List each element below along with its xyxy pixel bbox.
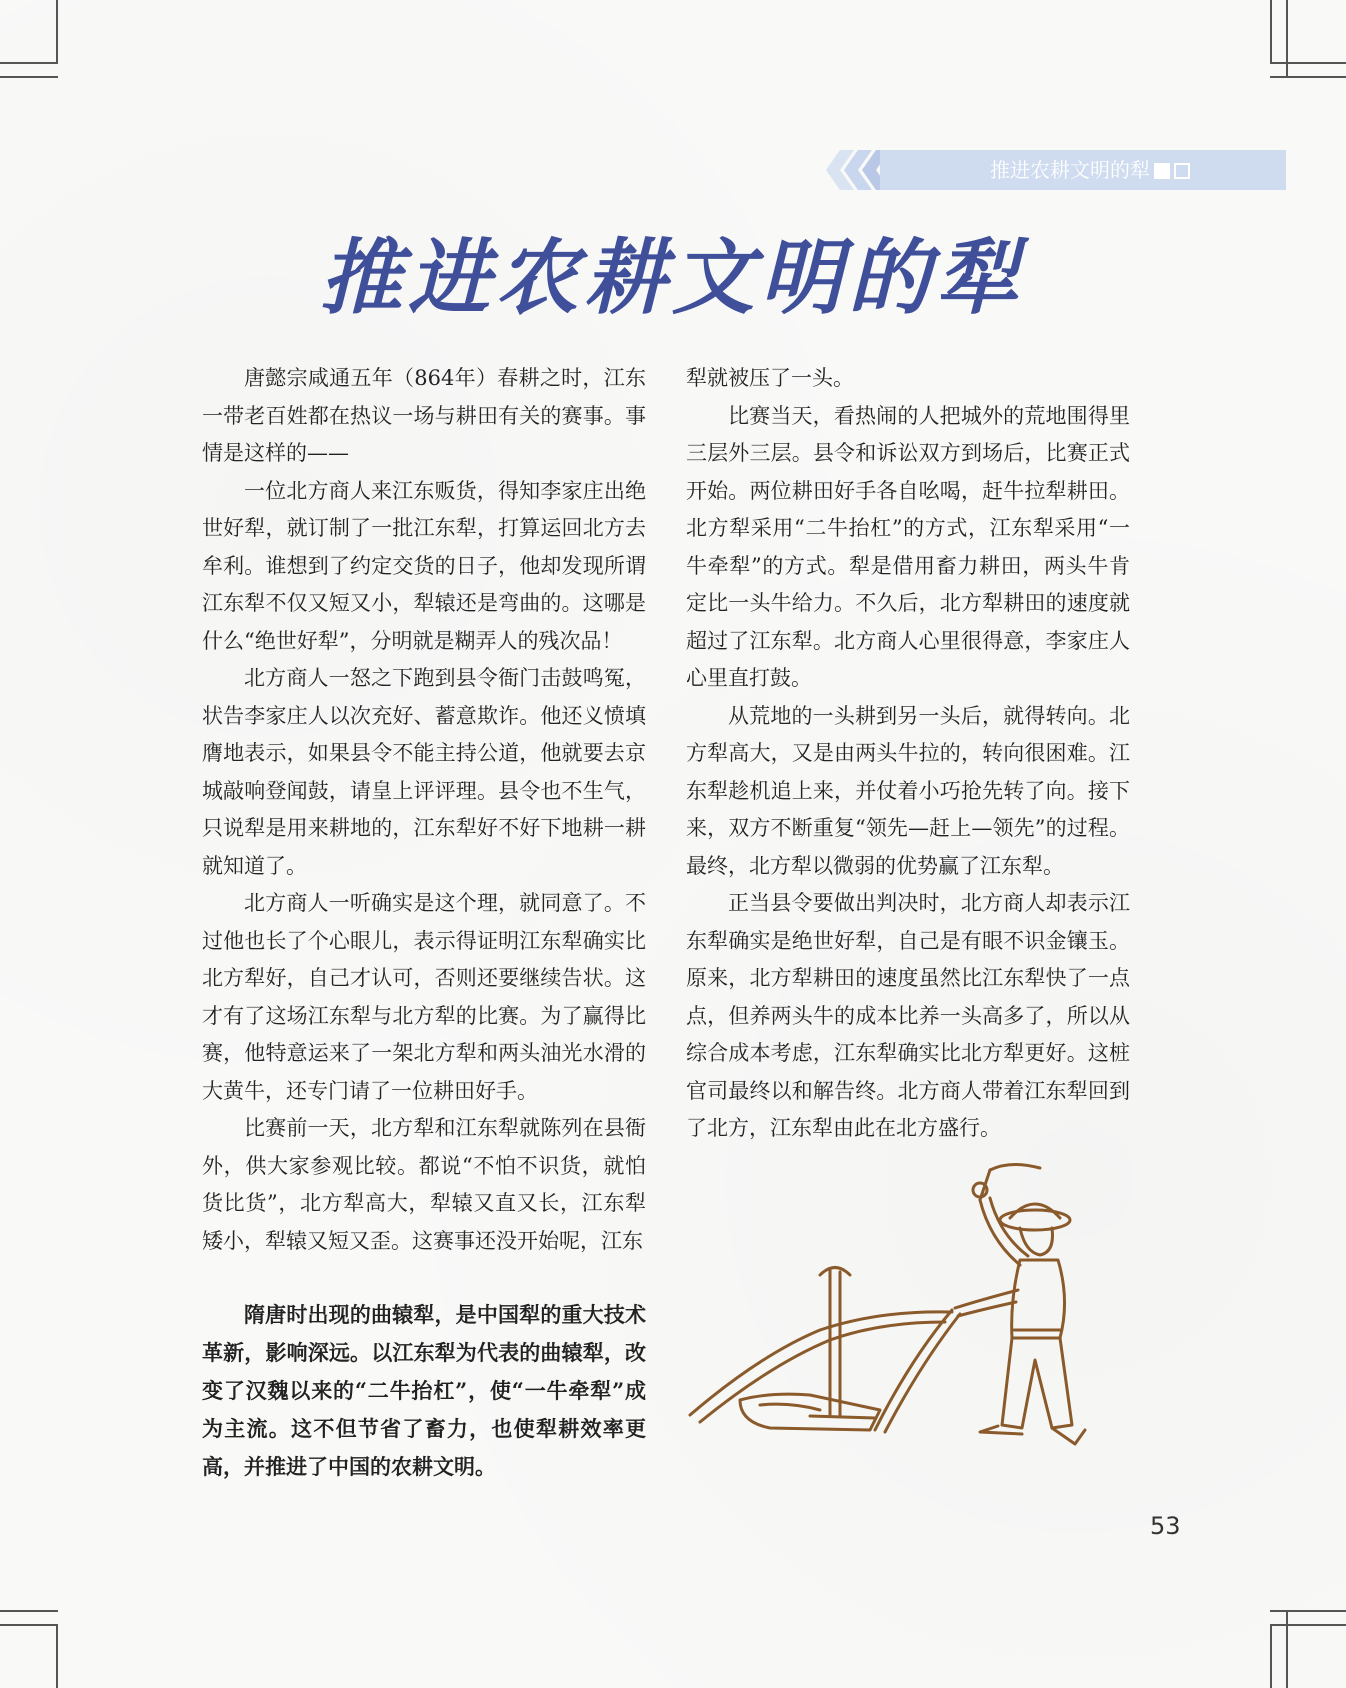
crop-mark: [1270, 1624, 1272, 1688]
crop-mark: [1270, 1610, 1346, 1612]
crop-mark: [1286, 1610, 1288, 1688]
section-title: 推进农耕文明的犁: [990, 158, 1150, 182]
crop-mark: [1270, 76, 1346, 78]
paragraph: 一位北方商人来江东贩货，得知李家庄出绝世好犁，就订制了一批江东犁，打算运回北方去牟利。谁想到了约定交货的日子，他却发现所谓江东犁不仅又短又小，犁辕还是弯曲的。这哪是什么“绝世好犁”，分明就是糊弄人的残次品！: [202, 478, 646, 653]
section-header: [990, 150, 1190, 190]
paragraph: 北方商人一怒之下跑到县令衙门击鼓鸣冤，状告李家庄人以次充好、蓄意欺诈。他还义愤填膺地表示，如果县令不能主持公道，他就要去京城敲响登闻鼓，请皇上评评理。县令也不生气，只说犁是用来耕地的，江东犁好不好下地耕一耕就知道了。: [202, 666, 646, 878]
crop-mark: [0, 62, 58, 64]
outline-square-icon: [1174, 163, 1190, 179]
paragraph: 比赛前一天，北方犁和江东犁就陈列在县衙外，供大家参观比较。都说“不怕不识货，就怕货比货”，北方犁高大，犁辕又直又长，江东犁矮小，犁辕又短又歪。这赛事还没开始呢，江东: [202, 1116, 646, 1253]
crop-mark: [1270, 0, 1272, 62]
crop-mark: [0, 76, 58, 78]
paragraph: 唐懿宗咸通五年（864年）春耕之时，江东一带老百姓都在热议一场与耕田有关的赛事。事情是这样的——: [202, 366, 646, 465]
paragraph: 比赛当天，看热闹的人把城外的荒地围得里三层外三层。县令和诉讼双方到场后，比赛正式开始。两位耕田好手各自吆喝，赶牛拉犁耕田。北方犁采用“二牛抬杠”的方式，江东犁采用“一牛牵犁”的方式。犁是借用畜力耕田，两头牛肯定比一头牛给力。不久后，北方犁耕田的速度就超过了江东犁。北方商人心里很得意，李家庄人心里直打鼓。: [686, 403, 1130, 690]
filled-square-icon: [1154, 163, 1170, 179]
crop-mark: [0, 1610, 58, 1612]
crop-mark: [1270, 62, 1346, 64]
crop-mark: [56, 1626, 58, 1688]
paragraph: 犁就被压了一头。: [686, 366, 854, 390]
page-number: 53: [1150, 1512, 1181, 1540]
paragraph: 正当县令要做出判决时，北方商人却表示江东犁确实是绝世好犁，自己是有眼不识金镶玉。原来，北方犁耕田的速度虽然比江东犁快了一点点，但养两头牛的成本比养一头高多了，所以从综合成本考虑，江东犁确实比北方犁更好。这桩官司最终以和解告终。北方商人带着江东犁回到了北方，江东犁由此在北方盛行。: [686, 891, 1130, 1140]
summary-box: [202, 1296, 646, 1486]
crop-mark: [0, 1624, 58, 1626]
left-column: [202, 360, 646, 1260]
right-column: [686, 360, 1130, 1148]
crop-mark: [56, 0, 58, 62]
crop-mark: [1270, 1624, 1346, 1626]
crop-mark: [1286, 0, 1288, 78]
farmer-plowing-illustration: [680, 1160, 1140, 1460]
summary-text: 隋唐时出现的曲辕犁，是中国犁的重大技术革新，影响深远。以江东犁为代表的曲辕犁，改变了汉魏以来的“二牛抬杠”，使“一牛牵犁”成为主流。这不但节省了畜力，也使犁耕效率更高，并推进了中国的农耕文明。: [202, 1302, 646, 1479]
paragraph: 北方商人一听确实是这个理，就同意了。不过他也长了个心眼儿，表示得证明江东犁确实比北方犁好，自己才认可，否则还要继续告状。这才有了这场江东犁与北方犁的比赛。为了赢得比赛，他特意运来了一架北方犁和两头油光水滑的大黄牛，还专门请了一位耕田好手。: [202, 891, 646, 1103]
paragraph: 从荒地的一头耕到另一头后，就得转向。北方犁高大，又是由两头牛拉的，转向很困难。江东犁趁机追上来，并仗着小巧抢先转了向。接下来，双方不断重复“领先—赶上—领先”的过程。最终，北方犁以微弱的优势赢了江东犁。: [686, 703, 1130, 878]
page-title: 推进农耕文明的犁: [320, 230, 1024, 326]
